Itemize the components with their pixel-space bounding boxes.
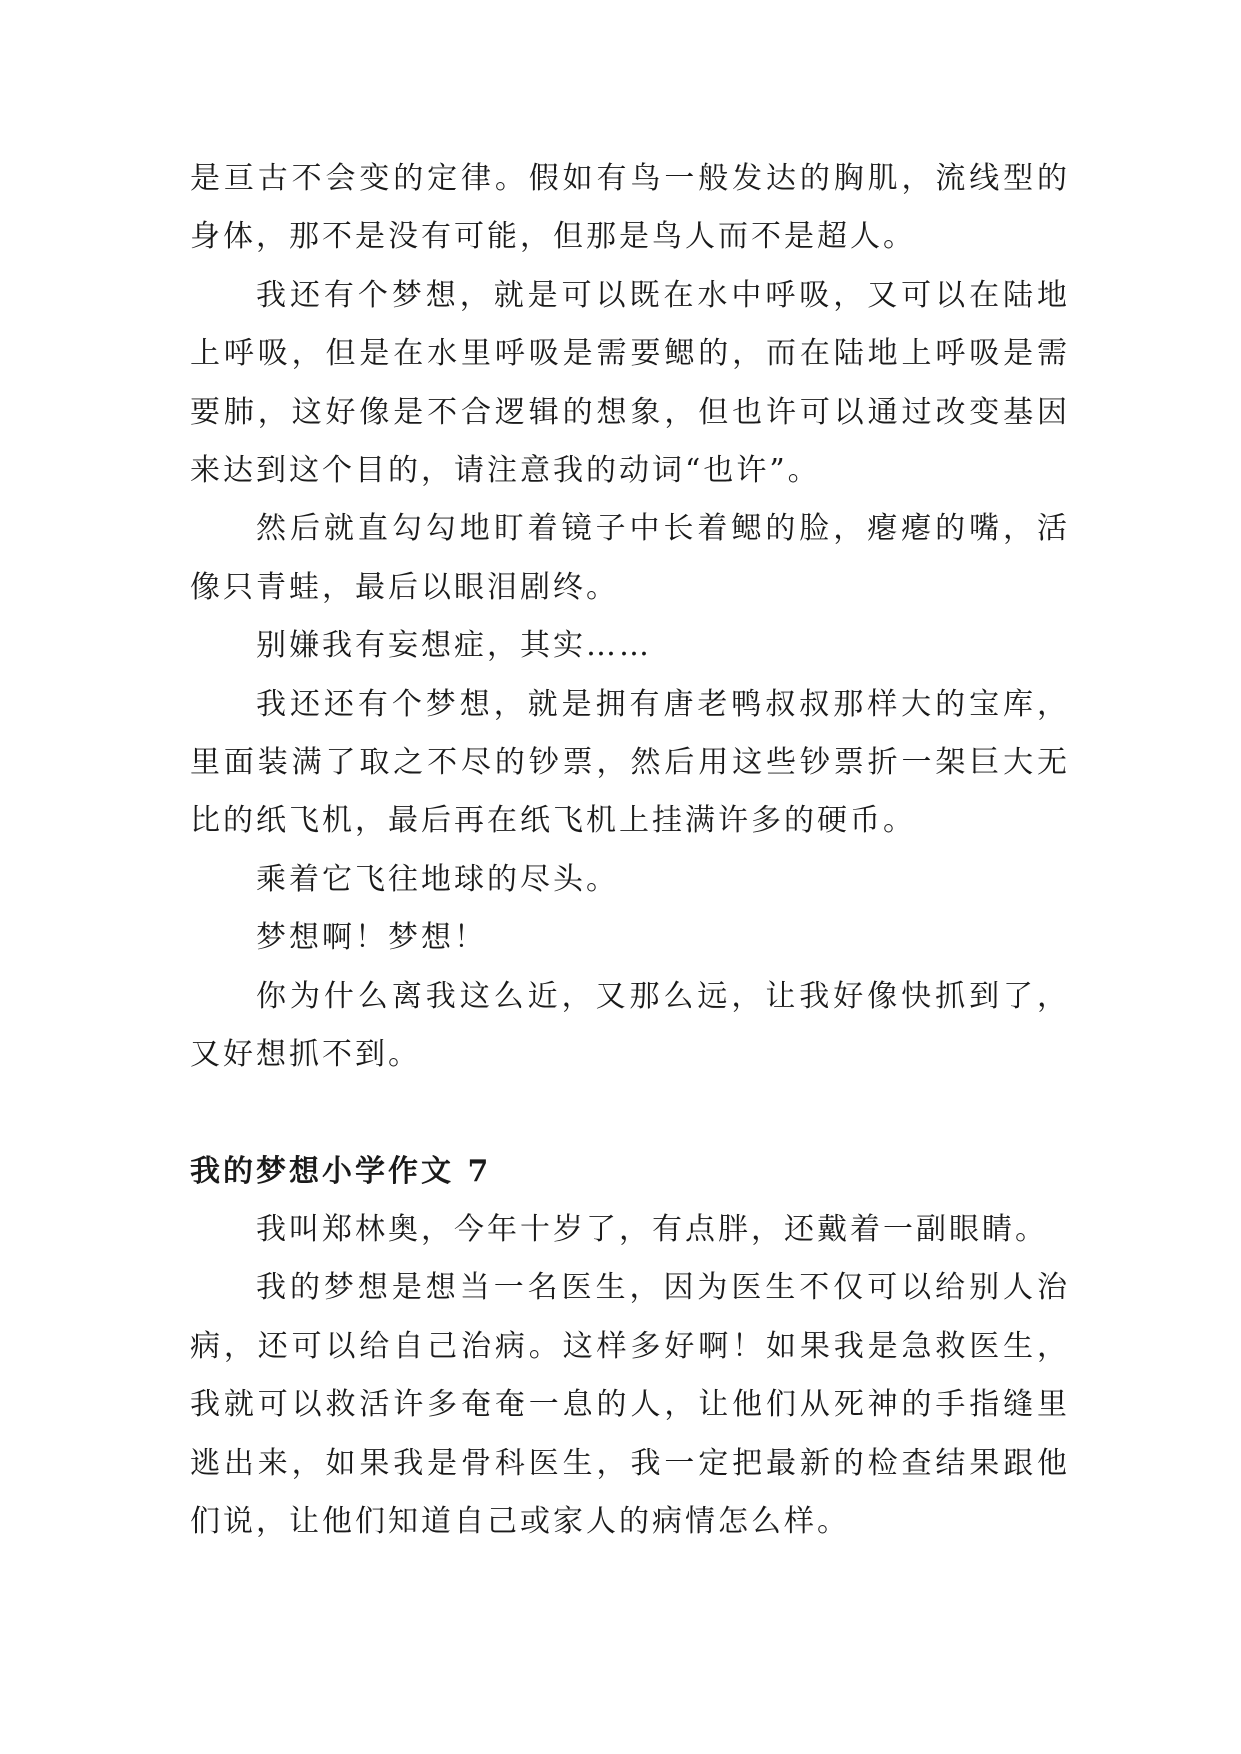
paragraph: 梦想啊！梦想！ — [256, 920, 487, 956]
paragraph: 然后就直勾勾地盯着镜子中长着鳃的脸，瘪瘪的嘴，活像只青蛙，最后以眼泪剧终。 — [190, 511, 1070, 605]
paragraph: 乘着它飞往地球的尽头。 — [256, 861, 619, 897]
paragraph: 我还有个梦想，就是可以既在水中呼吸，又可以在陆地上呼吸，但是在水里呼吸是需要鳃的，而在陆地上呼吸是需要肺，这好像是不合逻辑的想象，但也许可以通过改变基因来达到这个目的，请注意我的动词“也许”。 — [190, 277, 1070, 489]
paragraph: 别嫌我有妄想症，其实…… — [256, 628, 652, 664]
paragraph: 我叫郑林奥，今年十岁了，有点胖，还戴着一副眼睛。 — [256, 1211, 1048, 1247]
paragraph: 你为什么离我这么近，又那么远，让我好像快抓到了，又好想抓不到。 — [190, 978, 1070, 1073]
paragraph: 我还还有个梦想，就是拥有唐老鸭叔叔那样大的宝库，里面装满了取之不尽的钞票，然后用这些钞票折一架巨大无比的纸飞机，最后再在纸飞机上挂满许多的硬币。 — [190, 686, 1070, 839]
document-body — [190, 150, 1070, 1551]
paragraph: 我的梦想是想当一名医生，因为医生不仅可以给别人治病，还可以给自己治病。这样多好啊！如果我是急救医生，我就可以救活许多奄奄一息的人，让他们从死神的手指缝里逃出来，如果我是骨科医生，我一定把最新的检查结果跟他们说，让他们知道自己或家人的病情怎么样。 — [190, 1270, 1070, 1539]
section-title: 我的梦想小学作文 7 — [190, 1153, 492, 1189]
paragraph: 是亘古不会变的定律。假如有鸟一般发达的胸肌，流线型的身体，那不是没有可能，但那是鸟人而不是超人。 — [190, 161, 1070, 255]
